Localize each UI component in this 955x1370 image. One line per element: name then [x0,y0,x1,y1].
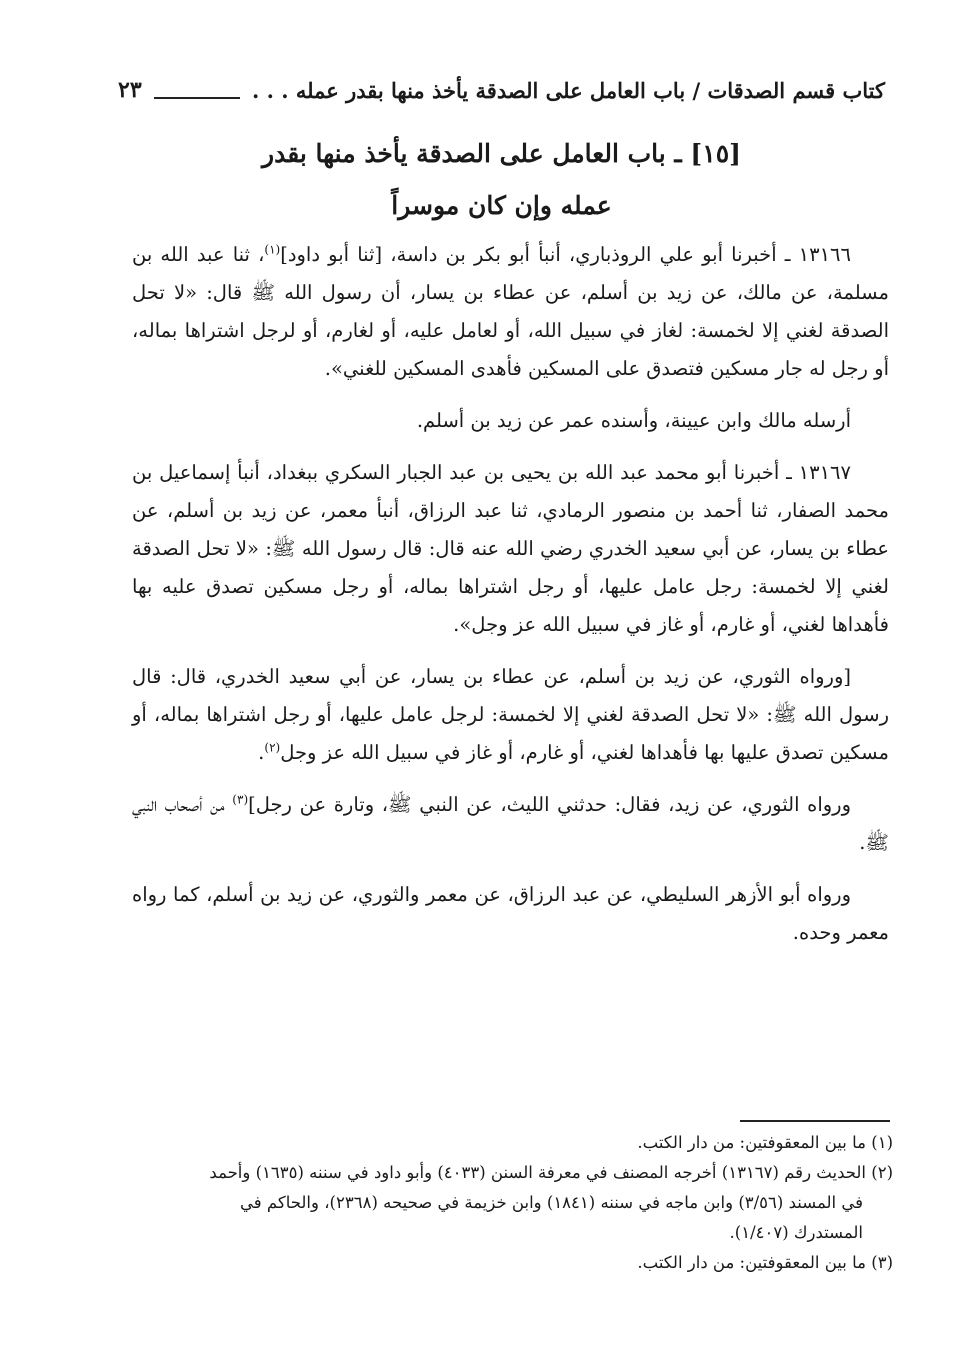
paragraph-note-2 [132,658,889,772]
paragraph-text: ، ثنا عبد الله بن مسلمة، عن مالك، عن زيد بن أسلم، عن عطاء بن يسار، أن رسول الله ﷺ قال: «لا تحل الصدقة لغني إلا لخمسة: لغاز في سبيل الله، أو لعامل عليه، أو لغارم، أو لرجل اشتراها بماله، أو رجل له جار مسكين فتصدق على المسكين فأهدى المسكين للغني». [132,243,889,380]
paragraph-note-4 [132,876,889,952]
paragraph-hadith-13166 [132,236,889,388]
paragraph-note-1 [132,402,889,440]
paragraph-text: من أصحاب النبي ﷺ. [132,793,889,854]
paragraph-text: ورواه الثوري، عن زيد، فقال: حدثني الليث، عن النبي ﷺ، وتارة عن رجل] [248,793,851,816]
running-header [118,70,885,110]
footnote-ref-2: (٢) [264,740,281,755]
footnote-2-line-3: المستدرك (١/٤٠٧). [729,1223,863,1242]
paragraph-text: أرسله مالك وابن عيينة، وأسنده عمر عن زيد بن أسلم. [416,409,851,432]
footnote-ref-1: (١) [264,242,281,257]
chapter-title-line-2: عمله وإن كان موسراً [391,191,612,220]
footnote-2-line-1: (٢) الحديث رقم (١٣١٦٧) أخرجه المصنف في معرفة السنن (٤٠٣٣) وأبو داود في سننه (١٦٣٥) وأحمد [209,1163,893,1182]
paragraph-note-3 [132,786,889,862]
footnotes [132,1128,893,1278]
footnote-ref-3: (٣) [232,792,249,807]
footnote-2-line-2: في المسند (٣/٥٦) وابن ماجه في سننه (١٨٤١) وابن خزيمة في صحيحه (٢٣٦٨)، والحاكم في [239,1193,863,1212]
page-number: ٢٣ [118,77,142,103]
footnote-1: (١) ما بين المعقوفتين: من دار الكتب. [637,1133,893,1152]
main-text [132,236,889,966]
paragraph-text: ورواه أبو الأزهر السليطي، عن عبد الرزاق، عن معمر والثوري، عن زيد بن أسلم، كما رواه معمر وحده. [132,883,889,944]
header-rule [154,97,240,99]
footnote-3: (٣) ما بين المعقوفتين: من دار الكتب. [637,1253,893,1272]
paragraph-text: [ورواه الثوري، عن زيد بن أسلم، عن عطاء بن يسار، عن أبي سعيد الخدري، قال: قال رسول الله ﷺ: «لا تحل الصدقة لغني إلا لخمسة: لرجل عامل عليها، أو رجل اشتراها بماله، أو مسكين تصدق عليها بها فأهداها لغني، أو غارم، أو غاز في سبيل الله عز وجل [132,665,889,764]
paragraph-text: ١٣١٦٧ ـ أخبرنا أبو محمد عبد الله بن يحيى بن عبد الجبار السكري ببغداد، أنبأ إسماعيل بن محمد الصفار، ثنا أحمد بن منصور الرمادي، ثنا عبد الرزاق، أنبأ معمر، عن زيد بن أسلم، عن عطاء بن يسار، عن أبي سعيد الخدري رضي الله عنه قال: قال رسول الله ﷺ: «لا تحل الصدقة لغني إلا لخمسة: رجل عامل عليها، أو رجل اشتراها بماله، أو رجل مسكين تصدق عليه بها فأهداها لغني، أو غارم، أو غاز في سبيل الله عز وجل». [132,461,889,636]
running-header-title: كتاب قسم الصدقات / باب العامل على الصدقة يأخذ منها بقدر عمله . . . [252,77,885,103]
paragraph-hadith-13167 [132,454,889,644]
footnote-separator [740,1120,890,1122]
chapter-title-line-1: [١٥] ـ باب العامل على الصدقة يأخذ منها بقدر [262,139,741,168]
paragraph-text: ١٣١٦٦ ـ أخبرنا أبو علي الروذباري، أنبأ أبو بكر بن داسة، [ثنا أبو داود] [280,243,851,266]
paragraph-text: . [258,741,265,764]
